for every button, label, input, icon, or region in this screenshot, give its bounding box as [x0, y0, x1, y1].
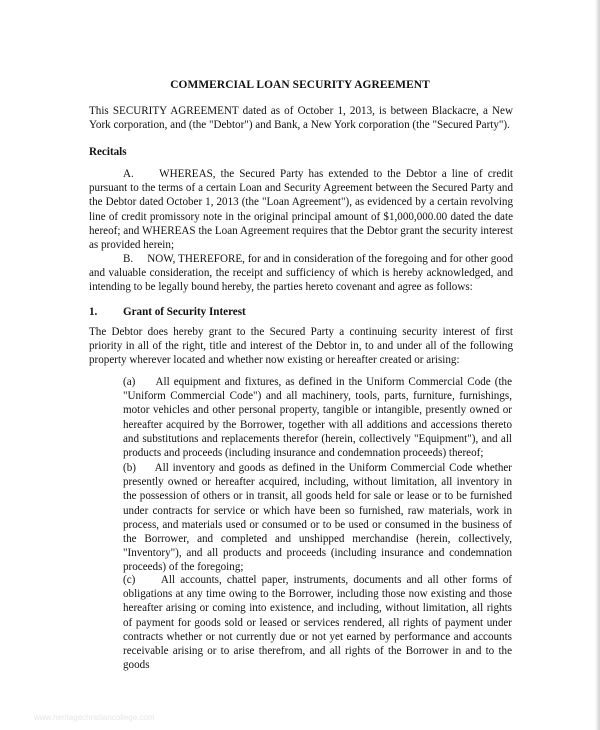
- recital-a-paragraph: A. WHEREAS, the Secured Party has extended to the Debtor a line of credit pursuant to the terms of a certain Loan and Security Agreement between the Secured Party and the Debtor dated October 1, 2013 (the "Loan Agreement"), as evidenced by a certain revolving line of credit promissory note in the original principal amount of $1,000,000.00 dated the date hereof; and WHEREAS the Loan Agreement requires that the Debtor grant the security interest as provided herein;: [89, 168, 513, 252]
- document-title: COMMERCIAL LOAN SECURITY AGREEMENT: [170, 79, 430, 91]
- watermark-text: www.heritagechristiancollege.com: [34, 713, 155, 722]
- intro-paragraph: This SECURITY AGREEMENT dated as of October 1, 2013, is between Blackacre, a New York corporation, and (the "Debtor") and Bank, a New York corporation (the "Secured Party").: [89, 105, 513, 132]
- section-1-number: 1.: [89, 306, 98, 318]
- item-c-paragraph: (c) All accounts, chattel paper, instruments, documents and all other forms of obligations at any time owing to the Borrower, including those now existing and those hereafter arising or coming into existence, and including, without limitation, all rights of payment for goods sold or leased or services rendered, all rights of payment under contracts whether or not currently due or not yet earned by performance and accounts receivable arising or to arise therefrom, and all rights of the Borrower in and to the goods: [123, 574, 512, 672]
- section-1-title: Grant of Security Interest: [123, 306, 246, 318]
- section-1-paragraph: The Debtor does hereby grant to the Secured Party a continuing security interest of first priority in all of the right, title and interest of the Debtor in, to and under all of the following property wherever located and whether now existing or hereafter created or arising:: [89, 326, 513, 367]
- item-b-paragraph: (b) All inventory and goods as defined in the Uniform Commercial Code whether presently owned or hereafter acquired, including, without limitation, all inventory in the possession of others or in transit, all goods held for sale or lease or to be furnished under contracts for service or which have been so furnished, raw materials, work in process, and materials used or consumed or to be used or consumed in the business of the Borrower, and completed and unshipped merchandise (herein, collectively, "Inventory"), and all products and proceeds (including insurance and condemnation proceeds) of the foregoing;: [123, 462, 512, 574]
- item-a-paragraph: (a) All equipment and fixtures, as defined in the Uniform Commercial Code (the "Uniform Commercial Code") and all machinery, tools, parts, furniture, furnishings, motor vehicles and other personal property, tangible or intangible, presently owned or hereafter acquired by the Borrower, together with all additions and accessions thereto and substitutions and replacements therefor (herein, collectively "Equipment"), and all products and proceeds (including insurance and condemnation proceeds) thereof;: [123, 376, 512, 460]
- recital-b-paragraph: B. NOW, THEREFORE, for and in consideration of the foregoing and for other good and valuable consideration, the receipt and sufficiency of which is hereby acknowledged, and intending to be legally bound hereby, the parties hereto covenant and agree as follows:: [89, 253, 513, 294]
- recitals-heading: Recitals: [89, 146, 127, 158]
- section-1-heading: [89, 306, 246, 318]
- page-edge-shadow: [595, 0, 600, 730]
